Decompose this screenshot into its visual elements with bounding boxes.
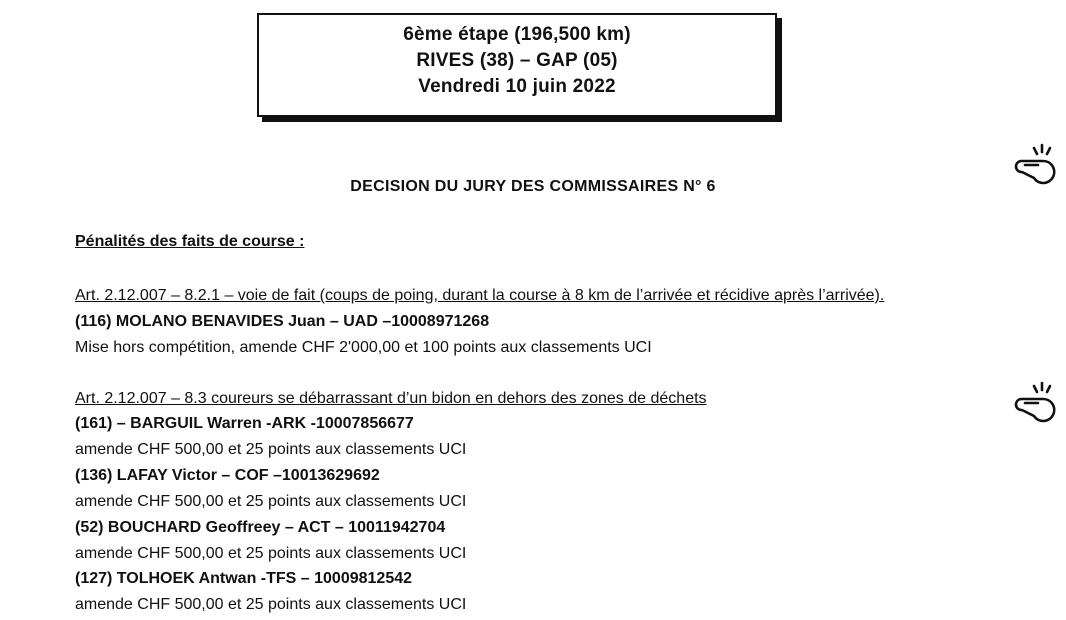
rider-line: (52) BOUCHARD Geoffreey – ACT – 10011942704: [75, 519, 446, 536]
rider-line: (127) TOLHOEK Antwan -TFS – 10009812542: [75, 570, 413, 587]
article-title: Art. 2.12.007 – 8.3 coureurs se débarrassant d’un bidon en dehors des zones de déchets: [75, 390, 707, 407]
sanction-line: Mise hors compétition, amende CHF 2'000,00 et 100 points aux classements UCI: [75, 339, 652, 356]
route-label: RIVES (38) – GAP (05): [416, 50, 618, 71]
sanction-line: amende CHF 500,00 et 25 points aux classements UCI: [75, 441, 467, 458]
whistle-icon: [1013, 379, 1057, 423]
stage-label: 6ème étape (196,500 km): [403, 24, 631, 45]
sanction-line: amende CHF 500,00 et 25 points aux classements UCI: [75, 493, 467, 510]
penalties-heading: Pénalités des faits de course :: [75, 233, 305, 250]
rider-line: (161) – BARGUIL Warren -ARK -10007856677: [75, 415, 414, 432]
sanction-line: amende CHF 500,00 et 25 points aux classements UCI: [75, 545, 467, 562]
rider-line: (116) MOLANO BENAVIDES Juan – UAD –10008971268: [75, 313, 490, 330]
rider-line: (136) LAFAY Victor – COF –10013629692: [75, 467, 380, 484]
stage-title-box: [257, 13, 777, 117]
decision-title: DECISION DU JURY DES COMMISSAIRES N° 6: [350, 178, 716, 195]
sanction-line: amende CHF 500,00 et 25 points aux classements UCI: [75, 596, 467, 613]
article-title: Art. 2.12.007 – 8.2.1 – voie de fait (coups de poing, durant la course à 8 km de l’arrivée et récidive après l’arrivée).: [75, 287, 885, 304]
date-label: Vendredi 10 juin 2022: [418, 76, 616, 97]
